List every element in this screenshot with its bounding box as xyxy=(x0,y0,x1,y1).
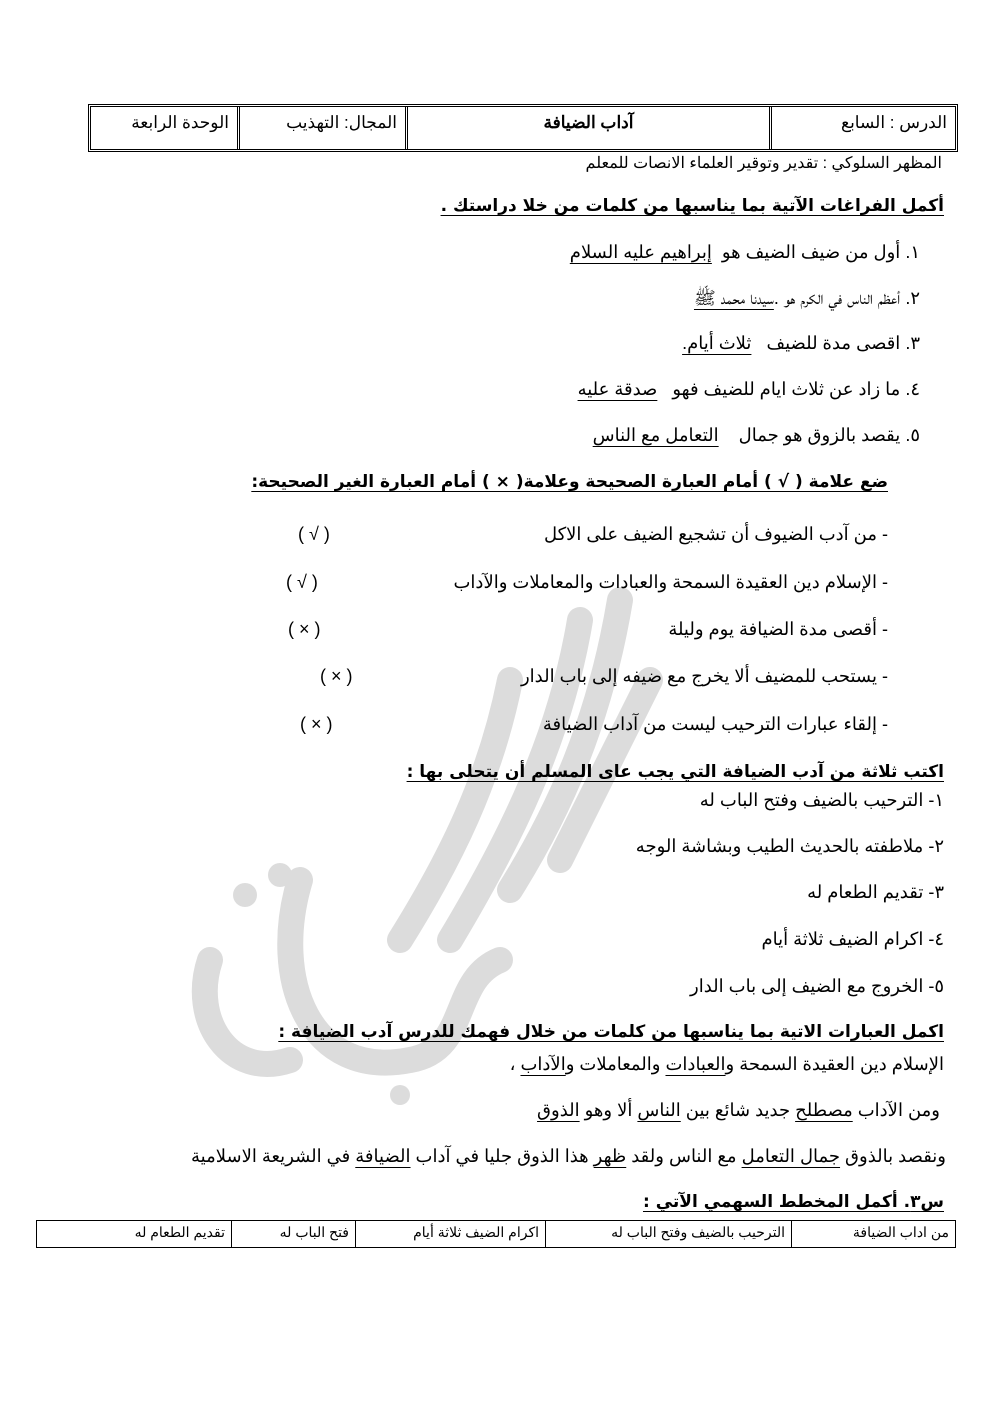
list-item: ٢- ملاطفته بالحديث الطيب وبشاشة الوجه xyxy=(635,836,944,856)
unit-cell: الوحدة الرابعة xyxy=(131,113,229,132)
arrow-diagram-table xyxy=(36,1220,956,1248)
list-item: ٤- اكرام الضيف ثلاثة أيام xyxy=(761,929,944,949)
list-item: - إلقاء عبارات الترحيب ليست من آداب الضيافة xyxy=(542,714,888,734)
list-item: ٣- تقديم الطعام له xyxy=(807,882,944,902)
list-item: ٥. يقصد بالزوق هو جمال التعامل مع الناس xyxy=(592,425,920,445)
header-table xyxy=(88,104,958,152)
list-item: ٢. أعظم الناس في الكرم هو .سيدنا محمد ﷺ xyxy=(693,288,920,308)
fill-line: الإسلام دين العقيدة السمحة والعبادات والمعاملات والآداب ، xyxy=(509,1054,944,1074)
section1-title: أكمل الفراغات الآتية بما يناسبها من كلمات من خلا دراستك . xyxy=(440,196,944,216)
lesson-title: آداب الضيافة xyxy=(405,107,769,149)
list-item: ٣. اقصى مدة للضيف ثلاث أيام. xyxy=(682,333,920,353)
list-item: - أقصى مدة الضيافة يوم وليلة xyxy=(668,619,888,639)
fill-line: ونقصد بالذوق جمال التعامل مع الناس ولقد ظهر هذا الذوق جليا في آداب الضيافة في الشريعة الاسلامية xyxy=(191,1146,946,1166)
check-mark: ( √ ) xyxy=(286,572,318,592)
table-cell: فتح الباب له xyxy=(231,1221,355,1247)
fill-line: ومن الآداب مصطلح جديد شائع بين الناس ألا وهو الذوق xyxy=(537,1100,940,1120)
cross-mark: ( × ) xyxy=(320,666,353,686)
behavior-line: المظهر السلوكي : تقدير وتوقير العلماء الانصات للمعلم xyxy=(585,155,942,172)
section5-title: س٣. أكمل المخطط السهمي الآتي : xyxy=(642,1192,944,1212)
table-cell: تقديم الطعام له xyxy=(134,1224,225,1240)
list-item: - من آدب الضيوف أن تشجيع الضيف على الاكل xyxy=(543,524,888,544)
cross-mark: ( × ) xyxy=(288,619,321,639)
list-item: ٥- الخروج مع الضيف إلى باب الدار xyxy=(690,976,944,996)
cross-mark: ( × ) xyxy=(300,714,333,734)
check-mark: ( √ ) xyxy=(298,524,330,544)
list-item: ١- الترحيب بالضيف وفتح الباب له xyxy=(699,790,944,810)
table-cell: من اداب الضيافة xyxy=(791,1221,955,1247)
list-item: - يستحب للمضيف ألا يخرج مع ضيفه إلى باب الدار xyxy=(520,666,888,686)
section4-title: اكمل العبارات الاتية بما يناسبها من كلمات من خلال فهمك للدرس آدب الضيافة : xyxy=(278,1022,944,1042)
table-cell: الترحيب بالضيف وفتح الباب له xyxy=(545,1221,791,1247)
field-cell: المجال: التهذيب xyxy=(237,107,405,149)
list-item: ٤. ما زاد عن ثلاث ايام للضيف فهو صدقة عليه xyxy=(577,379,920,399)
section2-title: ضع علامة ( √ ) أمام العبارة الصحيحة وعلامة( × ) أمام العبارة الغير الصحيحة: xyxy=(251,472,888,492)
table-cell: اكرام الضيف ثلاثة أيام xyxy=(355,1221,545,1247)
section3-title: اكتب ثلاثة من آدب الضيافة التي يجب عاى المسلم أن يتحلى بها : xyxy=(406,762,944,782)
list-item: - الإسلام دين العقيدة السمحة والعبادات والمعاملات والآداب xyxy=(453,572,888,592)
lesson-cell: الدرس : السابع xyxy=(769,107,955,149)
list-item: ١. أول من ضيف الضيف هو إبراهيم عليه السلام xyxy=(569,242,920,262)
